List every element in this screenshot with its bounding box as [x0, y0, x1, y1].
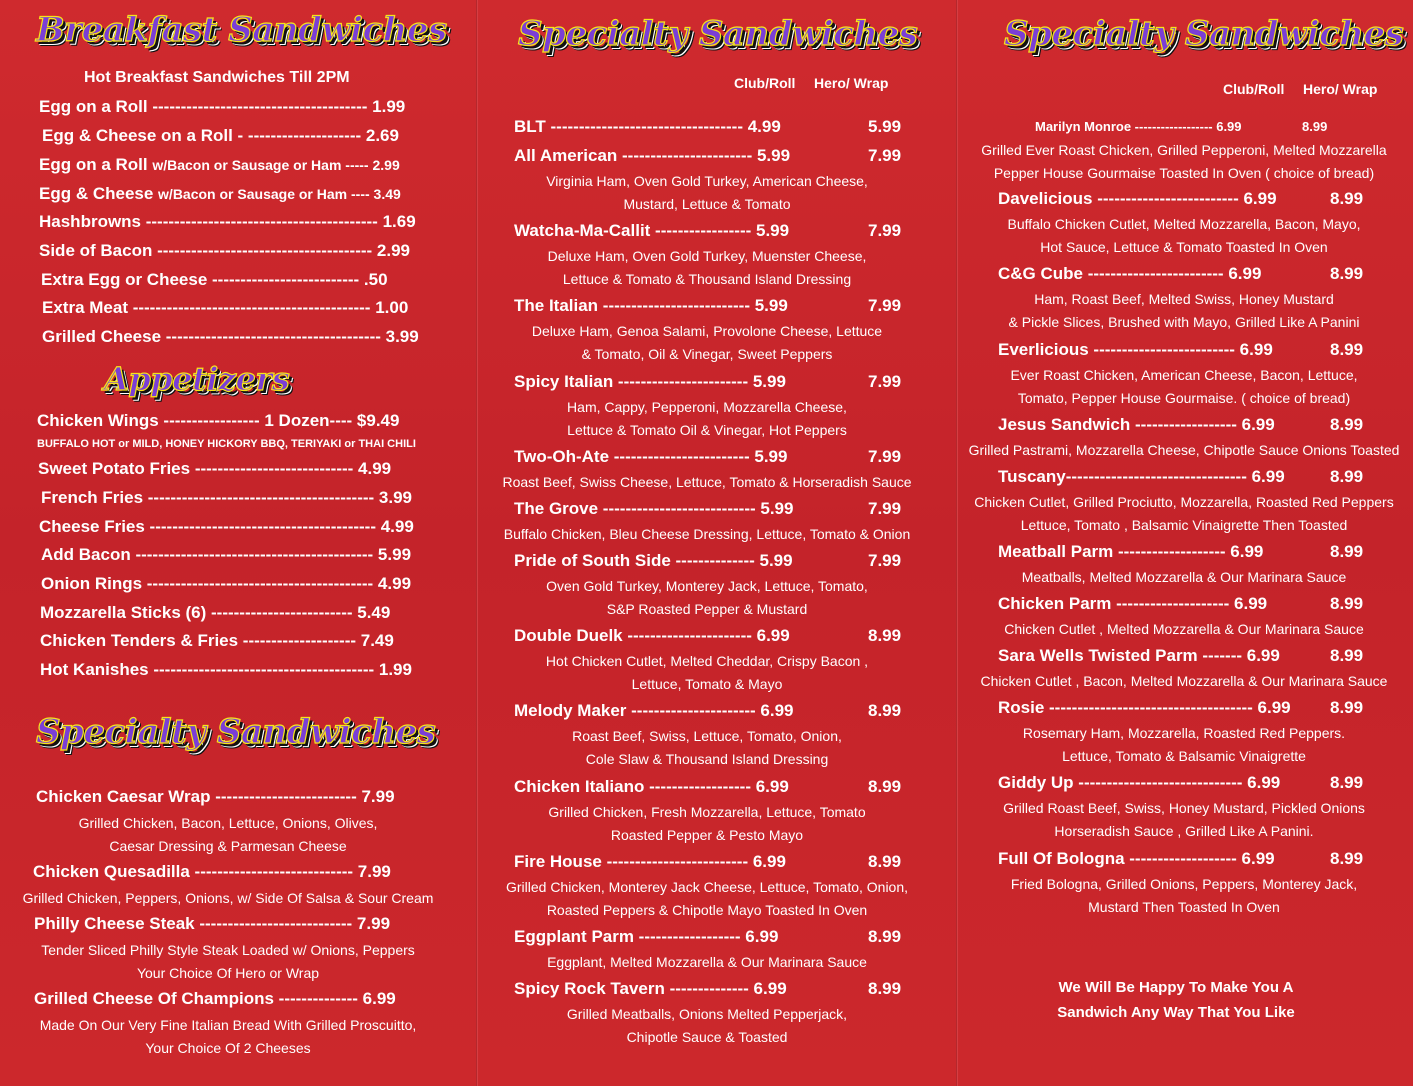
item-description: & Tomato, Oil & Vinegar, Sweet Peppers — [581, 346, 833, 362]
menu-item: Egg on a Roll w/Bacon or Sausage or Ham ----- 2.99 — [39, 155, 400, 174]
item-description: Lettuce & Tomato & Thousand Island Dressing — [562, 271, 852, 287]
item-description: Lettuce, Tomato , Balsamic Vinaigrette Then Toasted — [1020, 517, 1348, 533]
item-description: Grilled Chicken, Monterey Jack Cheese, Lettuce, Tomato, Onion, — [505, 879, 909, 895]
menu-item: Watcha-Ma-Callit ----------------- 5.99 — [514, 221, 790, 240]
column-header-club-roll: Club/Roll — [1223, 81, 1285, 97]
column-header-hero-wrap: Hero/ Wrap — [1303, 81, 1378, 97]
menu-item: Spicy Rock Tavern -------------- 6.99 — [514, 979, 787, 998]
item-description: Cole Slaw & Thousand Island Dressing — [585, 751, 829, 767]
menu-item: Hashbrowns ----------------------------------------- 1.69 — [39, 212, 416, 231]
item-description: Mustard Then Toasted In Oven — [1088, 899, 1280, 915]
hero-price: 8.99 — [868, 852, 902, 871]
item-description: Grilled Ever Roast Chicken, Grilled Pepperoni, Melted Mozzarella — [981, 142, 1387, 158]
menu-item: Side of Bacon -------------------------------------- 2.99 — [39, 241, 411, 260]
menu-item: Grilled Cheese Of Champions -------------- 6.99 — [34, 989, 396, 1008]
menu-item: Mozzarella Sticks (6) ------------------------- 5.49 — [40, 603, 391, 622]
menu-item: Onion Rings ---------------------------------------- 4.99 — [41, 574, 412, 593]
menu-item: Giddy Up ----------------------------- 6.99 — [998, 773, 1281, 792]
hero-price: 8.99 — [868, 927, 902, 946]
column-header-hero-wrap: Hero/ Wrap — [814, 75, 889, 91]
item-description: Chipotle Sauce & Toasted — [626, 1029, 788, 1045]
hero-price: 7.99 — [868, 447, 902, 466]
hero-price: 8.99 — [1330, 594, 1364, 613]
item-description: Mustard, Lettuce & Tomato — [623, 196, 791, 212]
menu-item: Hot Kanishes --------------------------------------- 1.99 — [40, 660, 412, 679]
menu-item: Extra Meat ------------------------------------------ 1.00 — [42, 298, 409, 317]
hero-price: 8.99 — [1330, 189, 1364, 208]
breakfast-title: Breakfast Sandwiches — [36, 10, 447, 50]
hero-price: 8.99 — [1330, 849, 1364, 868]
item-description: Your Choice Of 2 Cheeses — [145, 1040, 311, 1056]
menu-item: Philly Cheese Steak --------------------------- 7.99 — [34, 914, 391, 933]
menu-item: Chicken Wings ----------------- 1 Dozen---- $9.49 — [37, 411, 400, 430]
menu-item: Meatball Parm ------------------- 6.99 — [998, 542, 1264, 561]
menu-item: Chicken Caesar Wrap ------------------------- 7.99 — [36, 787, 395, 806]
hero-price: 7.99 — [868, 146, 902, 165]
item-description: Deluxe Ham, Oven Gold Turkey, Muenster Cheese, — [547, 248, 867, 264]
menu-item: Chicken Italiano ------------------ 6.99 — [514, 777, 789, 796]
menu-item: Grilled Cheese -------------------------------------- 3.99 — [42, 327, 419, 346]
hero-price: 8.99 — [1330, 646, 1364, 665]
item-description: Rosemary Ham, Mozzarella, Roasted Red Peppers. — [1022, 725, 1346, 741]
item-description: Deluxe Ham, Genoa Salami, Provolone Cheese, Lettuce — [531, 323, 883, 339]
item-description: Horseradish Sauce , Grilled Like A Panini. — [1054, 823, 1314, 839]
item-description: Chicken Cutlet , Melted Mozzarella & Our Marinara Sauce — [1004, 621, 1364, 637]
menu-item: The Italian -------------------------- 5.99 — [514, 296, 788, 315]
item-description: Tomato, Pepper House Gourmaise. ( choice of bread) — [1017, 390, 1351, 406]
item-description: Caesar Dressing & Parmesan Cheese — [109, 838, 347, 854]
item-description: Ham, Cappy, Pepperoni, Mozzarella Cheese, — [567, 399, 847, 415]
item-description: Eggplant, Melted Mozzarella & Our Marinara Sauce — [547, 954, 867, 970]
item-description: Roasted Pepper & Pesto Mayo — [610, 827, 804, 843]
item-description: Oven Gold Turkey, Monterey Jack, Lettuce, Tomato, — [546, 578, 868, 594]
closing-line-2: Sandwich Any Way That You Like — [1057, 1004, 1295, 1021]
hero-price: 7.99 — [868, 372, 902, 391]
menu-item: Cheese Fries ---------------------------------------- 4.99 — [39, 517, 414, 536]
item-description: Chicken Cutlet, Grilled Prociutto, Mozzarella, Roasted Red Peppers — [974, 494, 1394, 510]
menu-item: Rosie ------------------------------------ 6.99 — [998, 698, 1291, 717]
item-description: Ever Roast Chicken, American Cheese, Bacon, Lettuce, — [1010, 367, 1358, 383]
hero-price: 8.99 — [1330, 264, 1364, 283]
item-description: & Pickle Slices, Brushed with Mayo, Grilled Like A Panini — [1008, 314, 1360, 330]
item-description: Lettuce, Tomato & Mayo — [631, 676, 783, 692]
hero-price: 8.99 — [1330, 415, 1364, 434]
item-description: Meatballs, Melted Mozzarella & Our Marinara Sauce — [1021, 569, 1347, 585]
item-description: Grilled Meatballs, Onions Melted Pepperjack, — [566, 1006, 848, 1022]
menu-item: Fire House ------------------------- 6.99 — [514, 852, 786, 871]
menu-item: Egg & Cheese on a Roll - -------------------- 2.69 — [42, 126, 399, 145]
item-description: Tender Sliced Philly Style Steak Loaded w/ Onions, Peppers — [41, 942, 415, 958]
breakfast-subtitle: Hot Breakfast Sandwiches Till 2PM — [84, 69, 350, 86]
menu-item: Egg on a Roll -------------------------------------- 1.99 — [39, 97, 406, 116]
item-description: Buffalo Chicken, Bleu Cheese Dressing, Lettuce, Tomato & Onion — [503, 526, 911, 542]
menu-item: Full Of Bologna ------------------- 6.99 — [998, 849, 1275, 868]
menu-item: Extra Egg or Cheese -------------------------- .50 — [41, 270, 388, 289]
hero-price: 7.99 — [868, 551, 902, 570]
item-description: Buffalo Chicken Cutlet, Melted Mozzarella, Bacon, Mayo, — [1007, 216, 1361, 232]
menu-item: Tuscany-------------------------------- 6.99 — [998, 467, 1285, 486]
menu-item: Two-Oh-Ate ------------------------ 5.99 — [514, 447, 788, 466]
hero-price: 8.99 — [1330, 698, 1364, 717]
hero-price: 5.99 — [868, 117, 902, 136]
hero-price: 8.99 — [1330, 467, 1364, 486]
menu-panel-center — [478, 0, 956, 1086]
menu-item: Davelicious ------------------------- 6.99 — [998, 189, 1277, 208]
hero-price: 7.99 — [868, 221, 902, 240]
menu-panel-left — [0, 0, 476, 1086]
hero-price: 7.99 — [868, 499, 902, 518]
item-description: Made On Our Very Fine Italian Bread With Grilled Proscuitto, — [39, 1017, 417, 1033]
item-description: Pepper House Gourmaise Toasted In Oven ( choice of bread) — [993, 165, 1375, 181]
menu-item: Chicken Tenders & Fries -------------------- 7.49 — [40, 631, 394, 650]
menu-item: The Grove --------------------------- 5.99 — [514, 499, 794, 518]
menu-item: Everlicious ------------------------- 6.99 — [998, 340, 1273, 359]
menu-item: Marilyn Monroe ------------------ 6.99 — [1035, 119, 1242, 134]
menu-item: Add Bacon ------------------------------------------ 5.99 — [41, 545, 412, 564]
item-description: Hot Sauce, Lettuce & Tomato Toasted In Oven — [1040, 239, 1328, 255]
menu-item: Double Duelk ---------------------- 6.99 — [514, 626, 790, 645]
specialty-title: Specialty Sandwiches — [1004, 14, 1404, 54]
item-description: Virginia Ham, Oven Gold Turkey, American Cheese, — [546, 173, 868, 189]
specialty-title: Specialty Sandwiches — [36, 712, 436, 752]
menu-item: C&G Cube ------------------------ 6.99 — [998, 264, 1262, 283]
menu-item: Jesus Sandwich ------------------ 6.99 — [998, 415, 1275, 434]
specialty-title: Specialty Sandwiches — [518, 14, 918, 54]
hero-price: 8.99 — [1330, 340, 1364, 359]
item-description: Fried Bologna, Grilled Onions, Peppers, Monterey Jack, — [1010, 876, 1358, 892]
hero-price: 8.99 — [1330, 773, 1364, 792]
hero-price: 8.99 — [868, 979, 902, 998]
menu-item: Spicy Italian ----------------------- 5.99 — [514, 372, 786, 391]
menu-item: Sara Wells Twisted Parm ------- 6.99 — [998, 646, 1280, 665]
menu-item: Sweet Potato Fries ---------------------------- 4.99 — [38, 459, 392, 478]
menu-item: Melody Maker ---------------------- 6.99 — [514, 701, 794, 720]
menu-item: Egg & Cheese w/Bacon or Sausage or Ham ---- 3.49 — [39, 184, 401, 203]
item-description: Grilled Chicken, Fresh Mozzarella, Lettuce, Tomato — [548, 804, 866, 820]
item-description: Lettuce, Tomato & Balsamic Vinaigrette — [1062, 748, 1306, 764]
item-description: Ham, Roast Beef, Melted Swiss, Honey Mustard — [1034, 291, 1334, 307]
hero-price: 7.99 — [868, 296, 902, 315]
item-description: Roasted Peppers & Chipotle Mayo Toasted In Oven — [546, 902, 868, 918]
menu-item: All American ----------------------- 5.99 — [514, 146, 791, 165]
menu-item: French Fries ---------------------------------------- 3.99 — [41, 488, 413, 507]
appetizers-title: Appetizers — [104, 360, 290, 398]
item-description: S&P Roasted Pepper & Mustard — [606, 601, 808, 617]
item-description: Your Choice Of Hero or Wrap — [136, 965, 320, 981]
menu-item: Chicken Parm -------------------- 6.99 — [998, 594, 1268, 613]
menu-panel-right — [958, 0, 1413, 1086]
menu-item: Chicken Quesadilla ---------------------------- 7.99 — [33, 862, 391, 881]
menu-item: BLT ---------------------------------- 4.99 — [514, 117, 781, 136]
item-description: Chicken Cutlet , Bacon, Melted Mozzarella & Our Marinara Sauce — [980, 673, 1388, 689]
item-description: Hot Chicken Cutlet, Melted Cheddar, Crispy Bacon , — [545, 653, 869, 669]
item-description: Roast Beef, Swiss, Lettuce, Tomato, Onion, — [572, 728, 842, 744]
item-description: Grilled Roast Beef, Swiss, Honey Mustard, Pickled Onions — [1003, 800, 1365, 816]
column-header-club-roll: Club/Roll — [734, 75, 796, 91]
closing-line-1: We Will Be Happy To Make You A — [1058, 979, 1294, 996]
menu-item: Eggplant Parm ------------------ 6.99 — [514, 927, 779, 946]
menu-item: Pride of South Side -------------- 5.99 — [514, 551, 793, 570]
hero-price: 8.99 — [868, 777, 902, 796]
hero-price: 8.99 — [1330, 542, 1364, 561]
hero-price: 8.99 — [868, 626, 902, 645]
item-description: Grilled Chicken, Bacon, Lettuce, Onions, Olives, — [78, 815, 378, 831]
hero-price: 8.99 — [868, 701, 902, 720]
item-description: Lettuce & Tomato Oil & Vinegar, Hot Peppers — [567, 422, 847, 438]
wings-flavors: BUFFALO HOT or MILD, HONEY HICKORY BBQ, TERIYAKI or THAI CHILI — [37, 438, 416, 450]
item-description: Roast Beef, Swiss Cheese, Lettuce, Tomato & Horseradish Sauce — [502, 474, 912, 490]
hero-price: 8.99 — [1302, 119, 1328, 134]
item-description: Grilled Chicken, Peppers, Onions, w/ Side Of Salsa & Sour Cream — [22, 890, 434, 906]
item-description: Grilled Pastrami, Mozzarella Cheese, Chipotle Sauce Onions Toasted — [968, 442, 1400, 458]
